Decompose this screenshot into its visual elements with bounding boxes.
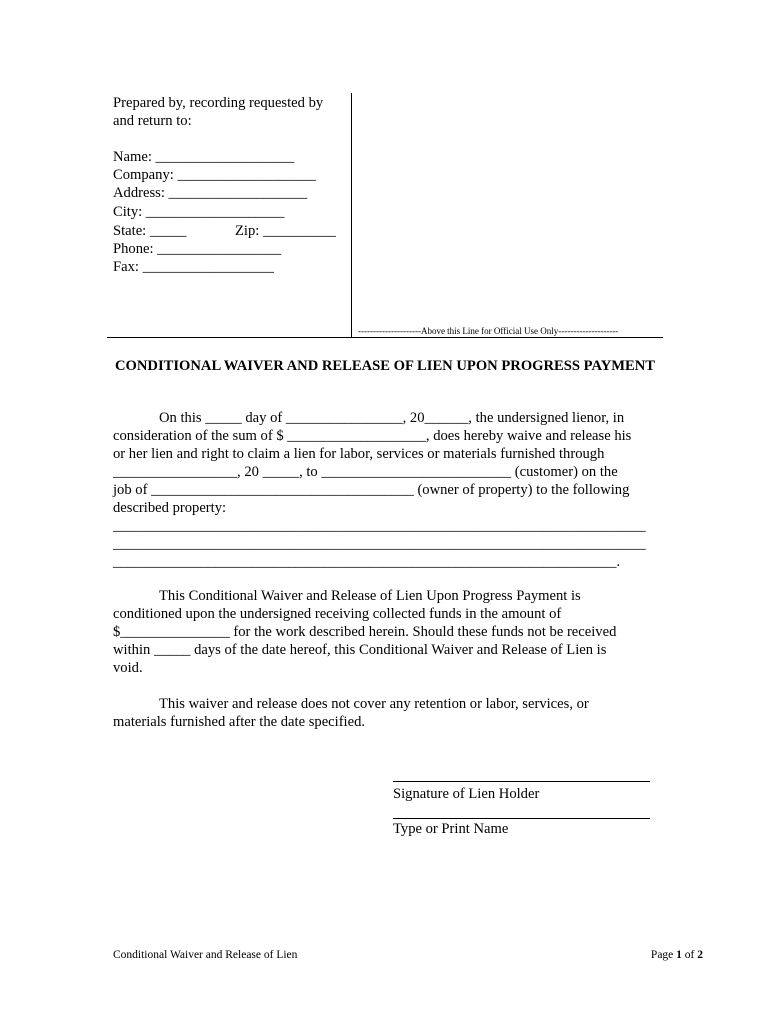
- page-prefix: Page: [650, 949, 677, 961]
- para2-line-1: This Conditional Waiver and Release of Lien Upon Progress Payment is: [159, 588, 581, 604]
- para1-line-6: described property:: [113, 500, 227, 516]
- para2-line-2: conditioned upon the undersigned receiving collected funds in the amount of: [113, 606, 562, 622]
- phone-field: Phone: _________________: [113, 241, 282, 257]
- document-title: CONDITIONAL WAIVER AND RELEASE OF LIEN UPON PROGRESS PAYMENT: [114, 358, 656, 374]
- print-name-label: Type or Print Name: [393, 821, 509, 837]
- zip-field: Zip: __________: [235, 223, 336, 239]
- print-name-line: [393, 818, 650, 819]
- signature-line: [393, 781, 650, 782]
- city-field: City: ___________________: [113, 204, 285, 220]
- official-use-note: ---------------------Above this Line for Official Use Only--------------------: [358, 326, 619, 336]
- header-divider-vertical: [351, 93, 352, 337]
- address-field: Address: ___________________: [113, 185, 308, 201]
- company-field: Company: ___________________: [113, 167, 317, 183]
- para1-line-4: _________________, 20 _____, to __________________________ (customer) on the: [113, 464, 618, 480]
- name-field: Name: ___________________: [113, 149, 295, 165]
- footer-title: Conditional Waiver and Release of Lien: [113, 949, 298, 961]
- para2-line-5: void.: [113, 660, 143, 676]
- signature-label: Signature of Lien Holder: [393, 786, 540, 802]
- prepared-by-line-2: and return to:: [113, 113, 192, 129]
- para1-line-5: job of ____________________________________ (owner of property) to the following: [113, 482, 630, 498]
- state-field: State: _____: [113, 223, 187, 239]
- para2-line-3: $_______________ for the work described herein. Should these funds not be received: [113, 624, 617, 640]
- header-divider-horizontal: [107, 337, 663, 338]
- property-blank-1: _________________________________________________________________________: [113, 518, 646, 534]
- para1-line-2: consideration of the sum of $ ___________________, does hereby waive and release his: [113, 428, 632, 444]
- para1-line-1: On this _____ day of ________________, 20______, the undersigned lienor, in: [159, 410, 625, 426]
- page-total: 2: [697, 949, 703, 961]
- page-current: 1: [676, 949, 682, 961]
- property-blank-2: _________________________________________________________________________: [113, 536, 646, 552]
- para3-line-2: materials furnished after the date specified.: [113, 714, 366, 730]
- para2-line-4: within _____ days of the date hereof, this Conditional Waiver and Release of Lien is: [113, 642, 607, 658]
- fax-field: Fax: __________________: [113, 259, 274, 275]
- page-of: of: [681, 949, 698, 961]
- prepared-by-line-1: Prepared by, recording requested by: [113, 95, 324, 111]
- para1-line-3: or her lien and right to claim a lien for labor, services or materials furnished through: [113, 446, 605, 462]
- page-number: [651, 949, 703, 961]
- property-blank-3: _____________________________________________________________________.: [113, 554, 621, 570]
- para3-line-1: This waiver and release does not cover any retention or labor, services, or: [159, 696, 589, 712]
